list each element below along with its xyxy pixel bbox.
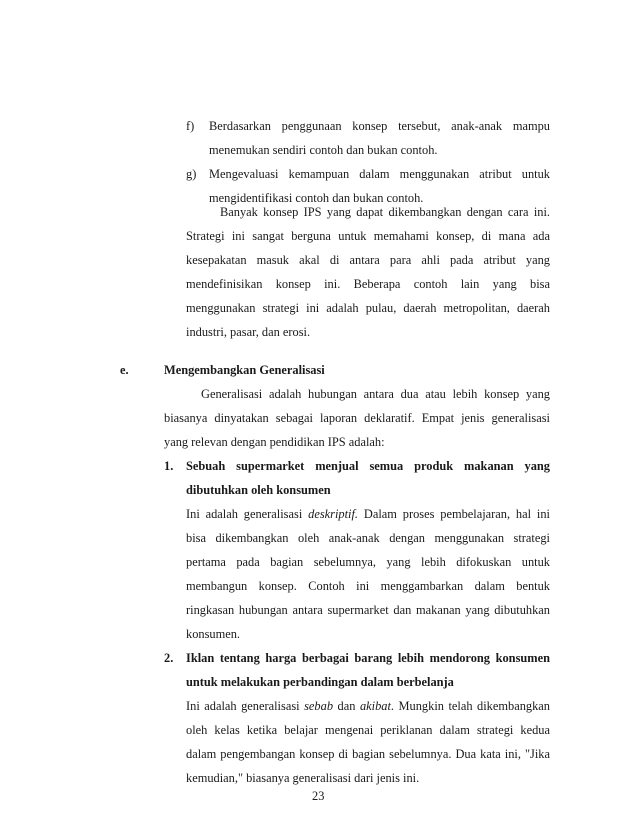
section-e-heading: Mengembangkan Generalisasi	[164, 363, 325, 377]
item-g-line-2: mengidentifikasi contoh dan bukan contoh.	[209, 191, 424, 205]
section-e-intro-line: biasanya dinyatakan sebagai laporan deklaratif. Empat jenis generalisasi	[164, 411, 550, 425]
item-2-number: 2.	[164, 651, 174, 665]
item-1-body-line: membangun konsep. Contoh ini menggambarkan dalam bentuk	[186, 579, 550, 593]
item-2-body-italic-1: sebab	[304, 699, 334, 713]
item-g-label: g)	[186, 167, 197, 181]
item-1-title-line: Sebuah supermarket menjual semua produk makanan yang	[186, 459, 550, 473]
item-2-body-italic-2: akibat	[359, 699, 391, 713]
paragraph-line: Banyak konsep IPS yang dapat dikembangkan dengan cara ini.	[220, 205, 550, 219]
item-1-body-line-1	[186, 506, 550, 522]
item-f-line-2: menemukan sendiri contoh dan bukan contoh.	[209, 143, 438, 157]
paragraph-line: industri, pasar, dan erosi.	[186, 325, 311, 339]
section-e-intro-line: Generalisasi adalah hubungan antara dua atau lebih konsep yang	[201, 387, 550, 401]
paragraph-line: menggunakan strategi ini adalah pulau, daerah metropolitan, daerah	[186, 301, 550, 315]
item-f-line-1: Berdasarkan penggunaan konsep tersebut, anak-anak mampu	[209, 119, 550, 133]
page-number: 23	[312, 789, 325, 803]
item-1-body-start: Ini adalah generalisasi	[186, 507, 309, 521]
item-1-title-line: dibutuhkan oleh konsumen	[186, 483, 331, 497]
paragraph-line: Strategi ini sangat berguna untuk memahami konsep, di mana ada	[186, 229, 550, 243]
section-e-intro-line: yang relevan dengan pendidikan IPS adalah:	[164, 435, 385, 449]
item-2-body-line: dalam pengembangan konsep di bagian sebelumnya. Dua kata ini, "Jika	[186, 747, 550, 761]
item-1-number: 1.	[164, 459, 174, 473]
item-2-body-line-1	[186, 698, 550, 714]
item-2-body-line: kemudian," biasanya generalisasi dari jenis ini.	[186, 771, 420, 785]
item-1-body-line: ringkasan hubungan antara supermarket dan makanan yang dibutuhkan	[186, 603, 550, 617]
item-2-title-line: untuk melakukan perbandingan dalam berbelanja	[186, 675, 454, 689]
item-1-body-line: pertama pada bagian sebelumnya, yang lebih difokuskan untuk	[186, 555, 550, 569]
item-2-body-start: Ini adalah generalisasi	[186, 699, 305, 713]
item-2-body-mid: dan	[333, 699, 360, 713]
item-2-body-line: oleh kelas ketika belajar mengenai periklanan dalam strategi kedua	[186, 723, 550, 737]
paragraph-line: kesepakatan masuk akal di antara para ahli pada atribut yang	[186, 253, 550, 267]
item-1-body-line: bisa dikembangkan oleh anak-anak dengan menggunakan strategi	[186, 531, 550, 545]
item-1-body-line: konsumen.	[186, 627, 241, 641]
paragraph-line: mendefinisikan konsep ini. Beberapa contoh lain yang bisa	[186, 277, 550, 291]
section-e-label: e.	[120, 363, 129, 377]
item-f-label: f)	[186, 119, 195, 133]
item-2-body-rest: . Mungkin telah dikembangkan	[390, 699, 550, 713]
item-1-body-rest: Dalam proses pembelajaran, hal ini	[358, 507, 550, 521]
item-1-body-italic: deskriptif.	[308, 507, 359, 521]
item-2-title-line: Iklan tentang harga berbagai barang lebih mendorong konsumen	[186, 651, 550, 665]
item-g-line-1: Mengevaluasi kemampuan dalam menggunakan atribut untuk	[209, 167, 550, 181]
